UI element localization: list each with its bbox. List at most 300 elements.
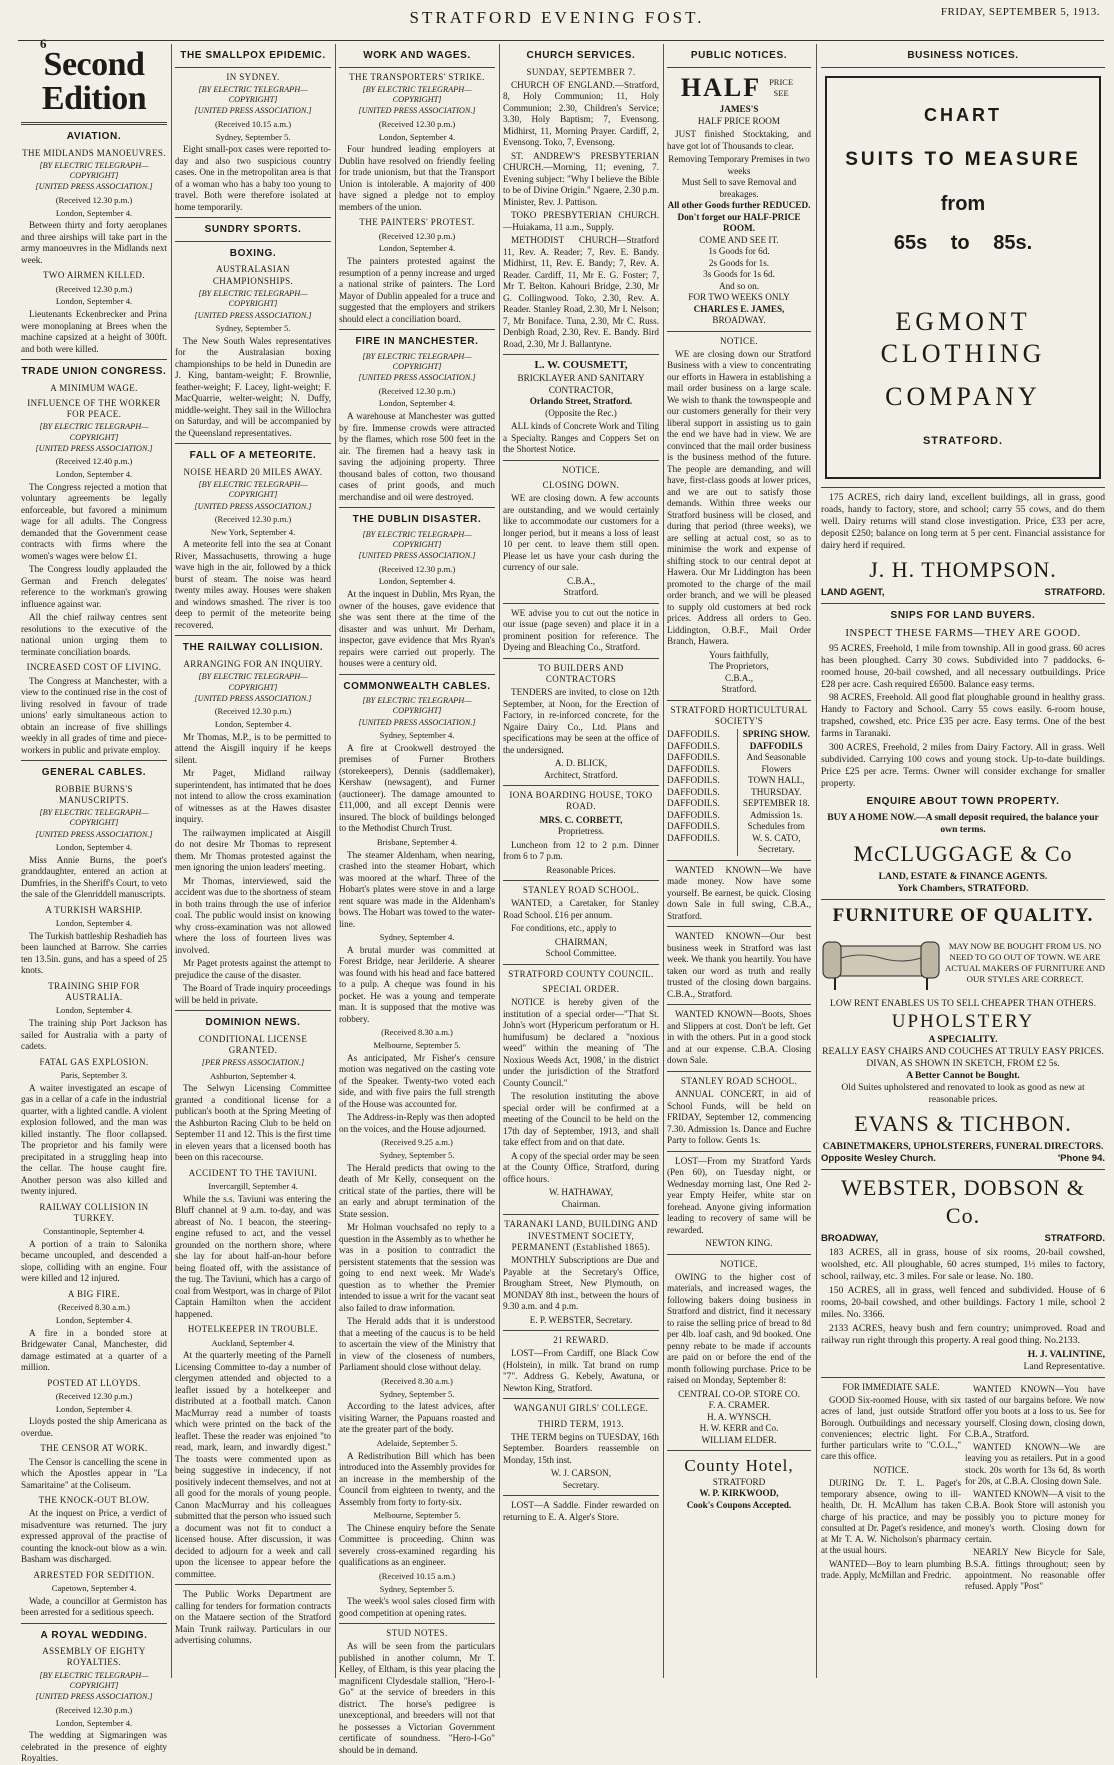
- daffodil-line: DAFFODILS.: [667, 729, 720, 740]
- dateline: Paris, September 3.: [60, 1069, 128, 1080]
- daffodil-line: DAFFODILS.: [667, 763, 720, 774]
- daffodil-line: DAFFODILS.: [667, 821, 720, 832]
- notice-heading: NOTICE.: [873, 1464, 909, 1475]
- notice-heading: TARANAKI LAND, BUILDING AND INVESTMENT SOCIETY, PERMANENT (Established 1865).: [504, 1219, 658, 1252]
- ad-body: NEARLY New Bicycle for Sale, B.S.A. fittings throughout; seen by appointment. No reasonable offer refused. Apply "Post": [965, 1547, 1105, 1592]
- dateline: Sydney, September 4.: [379, 932, 455, 943]
- classified-right: [965, 1382, 1105, 1595]
- notice-heading: STRATFORD HORTICULTURAL SOCIETY'S: [670, 704, 808, 726]
- ad-body: ALL kinds of Concrete Work and Tiling a Specialty. Ranges and Coppers Set on the Shortest Notice.: [503, 421, 659, 454]
- divider: [667, 67, 811, 68]
- divider: [175, 1010, 331, 1011]
- article-heading: INFLUENCE OF THE WORKER FOR PEACE.: [27, 397, 161, 420]
- article-heading: A TURKISH WARSHIP.: [45, 904, 143, 915]
- article-body: As will be seen from the particulars published in another column, Mr T. Kelley, of Eltham, is this year placing the magnificent Clydesdale stallion, "Hero-I-Go" at the service of breeders in this district. The horse's pedigree is unexceptional, and breeders will not that he possesses a Victorian Government certificate of soundness. "Hero-I-Go" should be in demand.: [339, 1641, 495, 1755]
- show-details: [737, 729, 812, 856]
- ad-body: LOST—A Saddle. Finder rewarded on returning to E. A. Alger's Store.: [503, 1500, 659, 1522]
- article-body: The Censor is cancelling the scene in which the Apostles appear in "La Samaritaine" at the Coliseum.: [21, 1456, 167, 1490]
- signature: WILLIAM ELDER.: [701, 1434, 777, 1445]
- signature: F. A. CRAMER.: [708, 1400, 770, 1411]
- church-notice: TOKO PRESBYTERIAN CHURCH.—Huiakama, 11 a.m., Supply.: [503, 210, 659, 232]
- agent-name: McCLUGGAGE & Co: [853, 840, 1073, 866]
- signature: The Proprietors,: [709, 661, 769, 672]
- ad-body: WE advise you to cut out the notice in our issue (page seven) and place it in a prominent position for reference. The Dyeing and Bleaching Co., Stratford.: [503, 607, 659, 652]
- divan-sketch-icon: [821, 928, 941, 998]
- company-name: EGMONT CLOTHING: [880, 306, 1046, 369]
- article-body: At the inquest in Dublin, Mrs Ryan, the owner of the houses, gave evidence that she was sent there at the time of the disaster and was unhurt. Mr Derham, inspector, gave evidence that Mrs Ryan's repairs were carried out properly. The houses were a century old.: [339, 589, 495, 669]
- dateline: New York, September 4.: [210, 526, 296, 537]
- dateline: Melbourne, September 5.: [373, 1510, 461, 1521]
- divider: [667, 1450, 811, 1451]
- show-admission: Admission 1s.: [749, 809, 803, 820]
- article-heading: THE MIDLANDS MANOEUVRES.: [22, 147, 166, 158]
- credit-line: [UNITED PRESS ASSOCIATION.]: [358, 717, 476, 727]
- signature: School Committee.: [545, 948, 617, 959]
- signature: H. A. WYNSCH.: [707, 1411, 771, 1422]
- ad-line: SUITS TO MEASURE: [845, 149, 1081, 170]
- ad-body: ANNUAL CONCERT, in aid of School Funds, will be held on FRIDAY, September 12, commencing 7.30. Admission 1s. Dance and Euchre Party to follow. Gents 1s.: [667, 1089, 811, 1145]
- dateline: Auckland, September 4.: [211, 1337, 295, 1348]
- article-heading: THE TRANSPORTERS' STRIKE.: [349, 71, 485, 82]
- received-line: (Received 12.40 p.m.): [55, 456, 133, 467]
- credit-line: [BY ELECTRIC TELEGRAPH—COPYRIGHT]: [198, 672, 308, 692]
- article-body: At the inquest on Price, a verdict of misadventure was returned. The jury expressed approval of the practise of counting the knock-out blow as a win. Basham was discharged.: [21, 1508, 167, 1565]
- section-heading: SUNDRY SPORTS.: [204, 224, 302, 236]
- dateline: Melbourne, September 5.: [373, 1040, 461, 1051]
- section-heading-aviation: AVIATION.: [66, 131, 122, 142]
- divider: [339, 674, 495, 675]
- credit-line: [BY ELECTRIC TELEGRAPH—COPYRIGHT]: [362, 696, 472, 716]
- agent-line: [821, 1233, 1105, 1245]
- advertiser-trade: CABINETMAKERS, UPHOLSTERERS, FUNERAL DIRECTORS.: [822, 1141, 1104, 1153]
- notice-heading: STANLEY ROAD SCHOOL.: [522, 885, 640, 895]
- article-body: Eight small-pox cases were reported to-day and also two suspicious country cases. One in the metropolitan area is that of a woman who has a baby too young to travel. Both were therefore isolated at home temporarily.: [175, 144, 331, 212]
- credit-line: [UNITED PRESS ASSOCIATION.]: [35, 182, 153, 192]
- article-heading: AUSTRALASIAN CHAMPIONSHIPS.: [212, 264, 294, 286]
- article-heading: A BIG FIRE.: [67, 1288, 121, 1299]
- page-number: 6: [40, 36, 47, 51]
- signature: Chairman.: [561, 1198, 601, 1209]
- signature: Architect, Stratford.: [544, 769, 618, 780]
- listing: 183 ACRES, all in grass, house of six rooms, 20-bail cowshed, woolshed, etc. All ploughable, 60 acres stumped, 1½ miles to factory, school, railway, etc. 3 miles. For sale or lease. No. 180.: [821, 1246, 1105, 1282]
- credit-line: [UNITED PRESS ASSOCIATION.]: [358, 373, 476, 383]
- divider: [21, 359, 167, 360]
- received-line: (Received 12.30 p.m.): [55, 283, 133, 294]
- credit-line: [UNITED PRESS ASSOCIATION.]: [35, 443, 153, 453]
- dateline: Sydney, September 5.: [379, 1388, 455, 1399]
- divider: [821, 1169, 1105, 1170]
- notice-heading: WANGANUI GIRLS' COLLEGE.: [513, 1403, 649, 1414]
- listing: 2133 ACRES, heavy bush and fern country; unimproved. Road and railway run right through this property. A real good thing. No.2133.: [821, 1322, 1105, 1346]
- column-4: [500, 44, 662, 1678]
- article-body: The Board of Trade inquiry proceedings will be held in private.: [175, 983, 331, 1005]
- article-heading: SUNDAY, SEPTEMBER 7.: [526, 66, 636, 77]
- credit-line: [BY ELECTRIC TELEGRAPH—COPYRIGHT]: [39, 808, 149, 828]
- dateline: London, September 4.: [378, 243, 456, 254]
- signature: H. W. KERR and Co.: [699, 1423, 779, 1434]
- credit-line: [UNITED PRESS ASSOCIATION.]: [358, 106, 476, 116]
- credit-line: [UNITED PRESS ASSOCIATION.]: [194, 501, 312, 511]
- article-body: Wade, a councillor at Germiston has been arrested for a seditious speech.: [21, 1595, 167, 1618]
- dateline: Sydney, September 5.: [379, 1583, 455, 1594]
- article-body: Mr Paget, Midland railway superintendent, has intimated that he does not intend to allow the cross examination of witnesses as at the Hawes disaster inquiry.: [175, 768, 331, 825]
- received-line: (Received 10.15 a.m.): [378, 1570, 456, 1581]
- received-line: (Received 12.30 p.m.): [214, 513, 292, 524]
- advertiser-line: [821, 1153, 1105, 1165]
- divider: [667, 1254, 811, 1255]
- article-body: The week's wool sales closed firm with good competition at opening rates.: [339, 1596, 495, 1618]
- article-heading: TRAINING SHIP FOR AUSTRALIA.: [48, 980, 140, 1003]
- dateline: London, September 4.: [55, 1005, 133, 1016]
- credit-line: [UNITED PRESS ASSOCIATION.]: [358, 551, 476, 561]
- article-body: A waiter investigated an escape of gas in a cellar of a cafe in the industrial quarter, with a lighted candle. A violent explosion followed, and the man was killed instantly. The floor collapsed. The proprietor and his family were precipitated in a struggling heap into the cellar. The house caught fire. Another person was also killed and twenty injured.: [21, 1082, 167, 1197]
- article-body: According to the latest advices, after visiting Warner, the Papuans roasted and ate the greater part of the body.: [339, 1401, 495, 1435]
- ad-line: COME AND SEE IT.: [699, 234, 779, 245]
- column-rule: [816, 44, 817, 1678]
- divider: [821, 899, 1105, 900]
- divider: [667, 1004, 811, 1005]
- article-body: A meteorite fell into the sea at Conant River, Massachusetts, throwing a huge wave high in the air, followed by a thick burst of steam. The noise was heard twenty miles away. Houses were shaken and windows smashed. The river is too deep to permit of the meteorite being recovered.: [175, 539, 331, 630]
- article-body: Miss Annie Burns, the poet's granddaughter, entered an action at Dumfries, in the Sheriff's Court, to veto the sale of the Glenriddell manuscripts.: [21, 854, 167, 900]
- article-body: A portion of a train to Salonika became uncoupled, and descended a slope, colliding with an engine. Four were killed and 12 injured.: [21, 1238, 167, 1284]
- divider: [503, 603, 659, 604]
- divider: [503, 1495, 659, 1496]
- divider: [667, 331, 811, 332]
- show-schedules: Schedules from: [747, 821, 805, 832]
- dateline: Sydney, September 5.: [215, 131, 291, 142]
- article-body: The Turkish battleship Reshadieh has been launched at Barrow. She carries ten 13.5in. guns, and has a speed of 25 knots.: [21, 930, 167, 976]
- show-flower: And Seasonable Flowers: [746, 752, 806, 774]
- ad-heading: ENQUIRE ABOUT TOWN PROPERTY.: [866, 796, 1060, 808]
- credit-line: [BY ELECTRIC TELEGRAPH—COPYRIGHT]: [362, 84, 472, 105]
- article-heading: ROBBIE BURNS'S MANUSCRIPTS.: [55, 783, 133, 805]
- credit-line: [BY ELECTRIC TELEGRAPH—COPYRIGHT]: [198, 479, 308, 500]
- advertiser-phone: 'Phone 94.: [1057, 1153, 1105, 1165]
- divider: [339, 507, 495, 508]
- article-body: The New South Wales representatives for the Australasian boxing championships to be held in Dunedin are J. King, bantam-weight; F. Brownlie, feather-weight; F. Lacey, light-weight; F. MacQuarrie, welter-weight; N. Duffy, middle-weight. They sail in the Willochra on Saturday, and will be accompanied by the Queensland representatives.: [175, 335, 331, 438]
- notice-heading: NOTICE.: [561, 464, 601, 475]
- divider: [175, 635, 331, 636]
- classified-grid: [821, 1382, 1105, 1595]
- advertiser-name: JAMES'S: [719, 104, 759, 114]
- dateline: Adelaide, September 5.: [376, 1437, 458, 1448]
- article-heading: CONDITIONAL LICENSE GRANTED.: [198, 1033, 308, 1055]
- agent-line: [821, 587, 1105, 599]
- show-venue: TOWN HALL,: [748, 775, 805, 786]
- divider: [175, 217, 331, 218]
- article-heading: ARRANGING FOR AN INQUIRY.: [183, 658, 323, 669]
- credit-line: [BY ELECTRIC TELEGRAPH—COPYRIGHT]: [198, 84, 308, 105]
- divider: [821, 1377, 1105, 1378]
- hotel-proprietor: W. P. KIRKWOOD,: [699, 1488, 779, 1498]
- article-body: A warehouse at Manchester was gutted by fire. Immense crowds were attracted by the flames, which rose 500 feet in the air. The firemen had a heavy task in saving the adjoining property. Three thousand bales of cotton, two thousand cases of print goods, and much merchandise and oil were destroyed.: [339, 411, 495, 502]
- ad-heading: UPHOLSTERY: [891, 1011, 1035, 1033]
- divider: [175, 241, 331, 242]
- ad-line: Don't forget our HALF-PRICE ROOM.: [677, 211, 801, 233]
- dateline: Sydney, September 5.: [215, 322, 291, 333]
- divider: [503, 1214, 659, 1215]
- classified-left: [821, 1382, 961, 1595]
- article-body: The Herald adds that it is understood that a meeting of the caucus is to be held to ascertain the view of the Ministry that in view of the closeness of numbers, Parliament should close without delay.: [339, 1316, 495, 1373]
- received-line: (Received 12.30 p.m.): [378, 385, 456, 396]
- ad-body: THE TERM begins on TUESDAY, 16th September. Boarders reassemble on Monday, 15th inst.: [503, 1431, 659, 1465]
- ad-body: TENDERS are invited, to close on 12th September, at Noon, for the Erection of Factory, in re-inforced concrete, for the Ngaire Dairy Co., Ltd. Plans and specifications may be seen at the office of the undersigned.: [503, 687, 659, 755]
- divider: [503, 354, 659, 355]
- article-body: At the quarterly meeting of the Parnell Licensing Committee to-day a number of clergymen attended and objected to a leaflet issued by a hotelkeeper and distributed at a football match. Canon MacMurray read a number of toasts which were printed on the back of the leaflet. These the reader was enjoined "to read, mark, learn, and inwardly digest." The toasts were commented upon as being suggestive in indecency, if not positively indecent themselves, and not at all good for the morals of young people. Canon MacMurray and his colleagues submitted that the person who issued such a document was not fit to conduct a licensed house. After discussion, it was decided to adjourn for a week and call upon the licensee to appear before the committee.: [175, 1350, 331, 1579]
- advertiser-name: L. W. COUSMETT,: [534, 359, 628, 372]
- article-body: Between thirty and forty aeroplanes and three airships will take part in the army manoeuvres in the Midlands next week.: [21, 220, 167, 265]
- church-notice: METHODIST CHURCH—Stratford 11, Rev. A. Reader; 7, Rev. E. Bandy. Midhirst, 11, Rev. E. Bandy; 7, Rev. A. Reader. Cardiff, 11, Mr E. G. Foster; 7, Mr T. Belton. Kahouri Bridge, 2.30, Mr G. Collingwood. Toko, 2.30, Rev. A. Reader. Stanley Road, 2.30, Mr I. Nelson; 7, Mr Boniface. Tuna, 2.30, Mr C. Russ. Denbigh Road, 2.30, Rev. E. Bandy. Bird Road, 2.30, Mr J. Ballantyne.: [503, 235, 659, 349]
- section-heading: THE RAILWAY COLLISION.: [182, 642, 324, 654]
- dateline: Sydney, September 4.: [379, 730, 455, 741]
- article-heading: ASSEMBLY OF EIGHTY ROYALTIES.: [42, 1646, 146, 1668]
- show-title: SPRING SHOW.: [742, 729, 810, 740]
- daffodil-line: DAFFODILS.: [667, 832, 720, 843]
- ad-body: DURING Dr. T. L. Paget's temporary absence, owing to ill-health, Dr. H. McAllum has taken charge of his practice, and may be consulted at Dr. Paget's residence, and at Mr T. A. W. Nicholson's pharmacy at the usual hours.: [821, 1477, 961, 1556]
- article-body: The Herald predicts that owing to the death of Mr Kelly, consequent on the critical state of the parties, there will be an early and abrupt termination of the State session.: [339, 1162, 495, 1219]
- divider: [821, 603, 1105, 604]
- ad-body: WANTED KNOWN—A visit to the C.B.A. Book Store will astonish you possibly you to picture money for money's worth. Closing down for certain.: [965, 1489, 1105, 1545]
- ad-body: Luncheon from 12 to 2 p.m. Dinner from 6 to 7 p.m.: [503, 839, 659, 861]
- article-heading: POSTED AT LLOYDS.: [47, 1377, 141, 1388]
- credit-line: [BY ELECTRIC TELEGRAPH—COPYRIGHT]: [39, 422, 149, 442]
- company-name: COMPANY: [885, 381, 1041, 411]
- article-body: The Public Works Department are calling for tenders for formation contracts on the Mataere section of the Stratford Main Trunk railway. Particulars in our advertising columns.: [175, 1589, 331, 1646]
- signature: Secretary.: [562, 1479, 600, 1490]
- notice-heading: 21 REWARD.: [553, 1335, 609, 1345]
- section-heading: BUSINESS NOTICES.: [907, 50, 1019, 61]
- article-heading: THE CENSOR AT WORK.: [40, 1443, 148, 1454]
- notice-heading: IONA BOARDING HOUSE, TOKO ROAD.: [509, 790, 653, 812]
- notice-heading: STANLEY ROAD SCHOOL.: [680, 1075, 798, 1086]
- section-heading: COMMONWEALTH CABLES.: [343, 680, 491, 692]
- ad-price: 65s to 85s.: [893, 231, 1033, 254]
- received-line: (Received 8.30 a.m.): [381, 1375, 453, 1386]
- section-heading: A ROYAL WEDDING.: [40, 1629, 148, 1641]
- dateline: London, September 4.: [378, 398, 456, 409]
- article-body: The steamer Aldenham, when nearing, crashed into the steamer Hobart, which was moored at the wharf. Three of the Hobart's plates were stove in and a large rent square was made in the Aldenham's bows. The Hobart was towed to the water-line.: [339, 849, 495, 929]
- article-body: The Selwyn Licensing Committee granted a conditional license for a publican's booth at the Spring Meeting of the Ashburton Racing Club to be held on September 11 and 12. This is the first time in eleven years that a licensed booth has been on this racecourse.: [175, 1083, 331, 1163]
- received-line: (Received 12.30 p.m.): [378, 230, 456, 241]
- signature: H. J. VALINTINE,: [1027, 1348, 1105, 1360]
- article-body: The Chinese enquiry before the Senate Committee is proceeding. Chinn was severely cross-examined regarding his qualifications as an engineer.: [339, 1522, 495, 1568]
- credit-line: [UNITED PRESS ASSOCIATION.]: [194, 106, 312, 116]
- dateline: London, September 4.: [378, 576, 456, 587]
- agent-name: J. H. THOMPSON.: [869, 556, 1057, 582]
- half-price-side: PRICE SEE: [769, 77, 794, 98]
- second-edition-banner: Second Edition: [41, 46, 147, 117]
- divider: [821, 487, 1105, 488]
- divider: [503, 658, 659, 659]
- divider: [175, 443, 331, 444]
- credit-line: [BY ELECTRIC TELEGRAPH—COPYRIGHT]: [39, 1670, 149, 1691]
- advertiser-address: Orlando Street, Stratford.: [529, 396, 633, 406]
- show-day: THURSDAY.: [751, 786, 802, 797]
- received-line: (Received 12.30 p.m.): [378, 563, 456, 574]
- article-heading: THE PAINTERS' PROTEST.: [359, 217, 475, 228]
- ad-body: 175 ACRES, rich dairy land, excellent buildings, all in grass, good roads, handy to factory, store, and school; carry 55 cows, and do them well. Dairy returns will stand close investigation. Price, £33 per acre, deposit £250; balance on long term at 5 per cent. Financial assistance for dairy herd if required.: [821, 492, 1105, 551]
- signature: CHARLES E. JAMES,: [693, 303, 785, 314]
- listing: 95 ACRES, Freehold, 1 mile from township. All in good grass. 60 acres has been ploughed. Carry 30 cows. Subdivided into 7 paddocks. 6-roomed house, 20-bail cowshed, and all necessary outbuildings. Price £28 per acre. Cash required £6500. Balance easy terms.: [821, 642, 1105, 690]
- notice-heading: TO BUILDERS AND CONTRACTORS: [538, 662, 624, 684]
- ad-body: MONTHLY Subscriptions are Due and Payable at the Secretary's Office, Brougham Street, New Plymouth, on MONDAY 8th inst., between the hours of 9.30 a.m. and 4 p.m.: [503, 1255, 659, 1311]
- received-line: (Received 8.30 a.m.): [58, 1302, 130, 1313]
- divider: [175, 1584, 331, 1585]
- signature: C.B.A.,: [566, 575, 596, 586]
- signature: NEWTON KING.: [705, 1238, 773, 1248]
- advertiser-trade: BRICKLAYER AND SANITARY CONTRACTOR,: [517, 373, 645, 395]
- divider: [503, 460, 659, 461]
- divider: [339, 1623, 495, 1624]
- signature: BROADWAY.: [712, 315, 766, 325]
- newspaper-title: STRATFORD EVENING FOST.: [409, 8, 705, 27]
- signature: E. P. WEBSTER, Secretary.: [529, 1314, 633, 1325]
- ad-line: FOR TWO WEEKS ONLY: [688, 292, 790, 302]
- half-price-big: HALF: [680, 72, 762, 102]
- ad-body: A copy of the special order may be seen at the County Office, Stratford, during office hours.: [503, 1150, 659, 1184]
- agent-name: WEBSTER, DOBSON & Co.: [841, 1175, 1085, 1228]
- article-heading: HOTELKEEPER IN TROUBLE.: [187, 1324, 319, 1335]
- ad-body: WANTED, a Caretaker, for Stanley Road School. £16 per annum.: [503, 898, 659, 920]
- received-line: (Received 12.30 p.m.): [55, 1390, 133, 1401]
- article-body: A fire in a bonded store at Bridgewater Canal, Manchester, did damage estimated at a quarter of a million.: [21, 1327, 167, 1373]
- ad-body: LOST—From Cardiff, one Black Cow (Holstein), in milk. Tat brand on rump "7". Address G. Kebely, Awatuna, or Newton King, Stratford.: [503, 1348, 659, 1393]
- ad-line: BUY A HOME NOW.—A small deposit required, the balance your own terms.: [827, 811, 1099, 835]
- column-6: [818, 44, 1108, 1678]
- ad-line: LOW RENT ENABLES US TO SELL CHEAPER THAN OTHERS.: [829, 998, 1097, 1010]
- section-heading: WORK AND WAGES.: [363, 50, 471, 61]
- credit-line: [PER PRESS ASSOCIATION.]: [201, 1058, 305, 1068]
- section-heading: DOMINION NEWS.: [205, 1017, 301, 1029]
- ad-body: WE are closing down our Stratford Business with a view to concentrating our efforts in Hawera in establishing a mail order business on a large scale. We wish to thank the townspeople and our customers generally for their very liberal support in assisting us to gain the end we have had in view. We are convinced that the mail order business is the business method of the future. The people are demanding, and will have, first-class goods at lower prices, and we are out to satisfy those demands. Within three weeks our Stratford business will be closed, and during that period (three weeks), we are selling at actual cost, so as to minimise the work and expense of shifting stock to our central depot at Hawera. Our Mr Liddington has been promoted to the charge of the mail order branch, and we will be pleased to supply old customers at bed rock prices. Address all orders to Geo. Liddington, O.B.F., Mail Order Branch, Hawera.: [667, 348, 811, 647]
- article-heading: TWO AIRMEN KILLED.: [43, 270, 145, 281]
- article-heading: FATAL GAS EXPLOSION.: [39, 1056, 149, 1067]
- ad-body: LOST—From my Stratford Yards (Pen 60), on Tuesday night, or Wednesday morning last, One Red 2-year Empty Heifer, white star on forehead. Anyone giving information leading to recovery of same will be rewarded.: [667, 1155, 811, 1235]
- article-heading: ACCIDENT TO THE TAVIUNI.: [188, 1167, 318, 1178]
- ad-line: CHART: [924, 104, 1002, 125]
- ad-line: A Better Cannot be Bought.: [906, 1069, 1020, 1081]
- ad-note: Reasonable Prices.: [546, 864, 616, 875]
- signature: W. J. CARSON,: [550, 1468, 612, 1479]
- notice-heading: NOTICE.: [719, 335, 759, 346]
- dateline: London, September 4.: [55, 296, 133, 307]
- notice-heading: THIRD TERM, 1913.: [537, 1418, 625, 1429]
- agent-town: STRATFORD.: [1044, 1233, 1105, 1245]
- company-town: STRATFORD.: [922, 435, 1004, 448]
- signature: CHAIRMAN,: [554, 936, 608, 947]
- dateline: London, September 4.: [55, 1314, 133, 1325]
- dateline: Ashburton, September 4.: [210, 1070, 296, 1081]
- price-line: 3s Goods for 1s 6d.: [703, 269, 775, 279]
- agent-role: LAND AGENT,: [821, 587, 885, 599]
- price-line: And so on.: [718, 280, 760, 291]
- section-heading: SNIPS FOR LAND BUYERS.: [890, 610, 1036, 622]
- signature: W. HATHAWAY,: [548, 1187, 613, 1198]
- ad-body: GOOD Six-roomed House, with six acres of land, just outside Stratford Borough. Outbuildings and necessary conveniences; electric light. For further particulars write to "C.O.L.," care this office.: [821, 1395, 961, 1462]
- ad-line: from: [940, 192, 986, 215]
- article-body: A brutal murder was committed at Forest Bridge, near Jerilderie. A shearer was found with his head and face battered to a pulp. A cheque was found in his pocket. He was a young and temperate man. It is supposed that the motive was robbery.: [339, 944, 495, 1024]
- advertiser-room: HALF PRICE ROOM: [697, 115, 781, 126]
- article-body: While the s.s. Taviuni was entering the Bluff channel at 9 a.m. to-day, and was abreast of No. 1 beacon, the steering-engine refused to act, and the vessel grounded on the northern shore, where she lay for about half-an-hour before being floated off, with the assistance of the tug. The Taviuni, which has a cargo of coal from Westport, was in charge of Pilot Captain Hamilton when the accident happened.: [175, 1193, 331, 1319]
- article-body: Lloyds posted the ship Americana as overdue.: [21, 1416, 167, 1438]
- received-line: (Received 12.30 p.m.): [55, 194, 133, 205]
- article-heading: STUD NOTES.: [386, 1628, 448, 1639]
- ad-body: The resolution instituting the above special order will be confirmed at a meeting of the Council to be held on the 17th day of September, 1913, and shall take effect from and on that date.: [503, 1091, 659, 1148]
- ad-body: WE are closing down. A few accounts are outstanding, and we would certainly like to accommodate our customers for a longer period, but it means a loss of least 10 per cent. to leave them still open. Please let us have your cash during the currency of our sale.: [503, 493, 659, 572]
- article-heading: THE KNOCK-OUT BLOW.: [38, 1495, 150, 1505]
- divider: [667, 926, 811, 927]
- divider: [667, 860, 811, 861]
- listing: 98 ACRES, Freehold. All good flat ploughable ground in healthy grass. Handy to Factory and School. Carry 55 cows easily. 6-room house, trapshed, cowshed, etc. Price £35 per acre. Easy terms. One of the best farms in Taranaki.: [821, 692, 1105, 740]
- credit-line: [BY ELECTRIC TELEGRAPH—COPYRIGHT]: [39, 160, 149, 181]
- column-3: [336, 44, 498, 1755]
- advertiser-role: Proprietress.: [557, 826, 605, 836]
- divider: [503, 880, 659, 881]
- section-heading: FALL OF A METEORITE.: [189, 450, 317, 462]
- daffodil-line: DAFFODILS.: [667, 740, 720, 751]
- ad-line: Removing Temporary Premises in two weeks: [668, 154, 810, 176]
- signature: Land Representative.: [1023, 1360, 1105, 1372]
- show-flower: DAFFODILS: [749, 740, 803, 751]
- signature: Stratford.: [563, 587, 599, 597]
- received-line: (Received 9.25 a.m.): [381, 1137, 453, 1148]
- signature: Secretary.: [758, 844, 795, 855]
- half-price-banner: [667, 72, 811, 105]
- received-line: (Received 12.30 p.m.): [55, 1704, 133, 1715]
- ad-line: A SPECIALITY.: [928, 1033, 998, 1045]
- signature: Yours faithfully,: [709, 649, 769, 660]
- ad-body: WANTED KNOWN—We have made money. Now have some yourself. Be earnest, be quick. Closing down Sale in full swing, C.B.A., Stratford.: [667, 864, 811, 921]
- notice-heading: STRATFORD COUNTY COUNCIL.: [508, 968, 654, 979]
- agent-town: STRATFORD.: [1044, 587, 1105, 599]
- divider: [21, 1623, 167, 1624]
- ad-line: All other Goods further REDUCED.: [667, 200, 811, 210]
- section-heading: THE SMALLPOX EPIDEMIC.: [180, 50, 326, 61]
- listing: 150 ACRES, all in grass, well fenced and subdivided. House of 6 rooms, 20-bail cowshed, and other buildings. Factory 1 mile, school 2 miles. No. 3366.: [821, 1284, 1105, 1320]
- divider: [503, 1330, 659, 1331]
- dateline: London, September 4.: [55, 842, 133, 853]
- price-line: 2s Goods for 1s.: [708, 257, 770, 268]
- ad-body: MAY NOW BE BOUGHT FROM US. NO NEED TO GO OUT OF TOWN. WE ARE ACTUAL MAKERS OF FURNITURE AND OUR STYLES ARE CORRECT.: [945, 941, 1105, 985]
- article-body: The training ship Port Jackson has sailed for Australia with a party of cadets.: [21, 1018, 167, 1052]
- signature: W. S. CATO,: [752, 832, 801, 843]
- article-body: Mr Thomas, interviewed, said the accident was due to the shortness of steam in both trains through the use of inferior coal. The public would insist on knowing why cross-examination was not allowed where the loss of fourteen lives was involved.: [175, 875, 331, 955]
- article-heading: IN SYDNEY.: [226, 71, 280, 82]
- church-notice: CHURCH OF ENGLAND.—Stratford, 8, Holy Communion; 11, Holy Communion; 2.30, Children's Service; 3.30, Holy Baptism; 7, Evensong. Midhirst, 11, Morning Prayer. Cardiff, 2, Evensong. Toko, 7, Evensong.: [503, 79, 659, 148]
- hotel-note: Cook's Coupons Accepted.: [686, 1499, 792, 1510]
- section-heading: THE DUBLIN DISASTER.: [352, 514, 482, 526]
- signature: A. D. BLICK,: [554, 758, 608, 768]
- credit-line: [UNITED PRESS ASSOCIATION.]: [35, 1692, 153, 1702]
- notice-heading: FOR IMMEDIATE SALE.: [842, 1381, 940, 1392]
- section-heading: BOXING.: [229, 247, 277, 259]
- section-heading: GENERAL CABLES.: [41, 767, 147, 779]
- ad-body: WANTED KNOWN—We are leaving you as retailers. Put in a good stock. 20s worth for 13s 6d, 8s worth for 20s, at C.B.A. Closing down Sale.: [965, 1442, 1105, 1486]
- section-heading: TRADE UNION CONGRESS.: [21, 366, 167, 378]
- ad-body: WANTED—Boy to learn plumbing trade. Apply, McMillan and Fredric.: [821, 1558, 961, 1580]
- ad-body: NOTICE is hereby given of the institution of a special order—"That St. John's wort (Hypericum perforatum or H. humifusum) be declared a "noxious weed" within the meaning of 'The Noxious Weeds Act, 1908,' in the district under the jurisdiction of the Stratford County Council.": [503, 997, 659, 1088]
- dateline: London, September 4.: [378, 131, 456, 142]
- section-heading: PUBLIC NOTICES.: [690, 50, 788, 61]
- received-line: (Received 12.30 p.m.): [214, 706, 292, 717]
- dateline: Sydney, September 5.: [379, 1150, 455, 1161]
- dateline: London, September 4.: [55, 207, 133, 218]
- dateline: London, September 4.: [55, 469, 133, 480]
- signature: C.B.A.,: [724, 672, 754, 683]
- ad-line: REALLY EASY CHAIRS AND COUCHES AT TRULY EASY PRICES. DIVAN, AS SHOWN IN SKETCH, FROM £2 5s.: [822, 1045, 1104, 1069]
- article-body: The Congress rejected a motion that voluntary agreements be legally enforceable, but favored a minimum wage for all adults. The Congress demanded that the Government cease contracts with firms where the women's wages were below £1.: [21, 481, 167, 561]
- article-body: A Redistribution Bill which has been introduced into the Assembly provides for an increase in the membership of the Council from eighteen to twenty, and the Assembly from forty to forty-six.: [339, 1450, 495, 1507]
